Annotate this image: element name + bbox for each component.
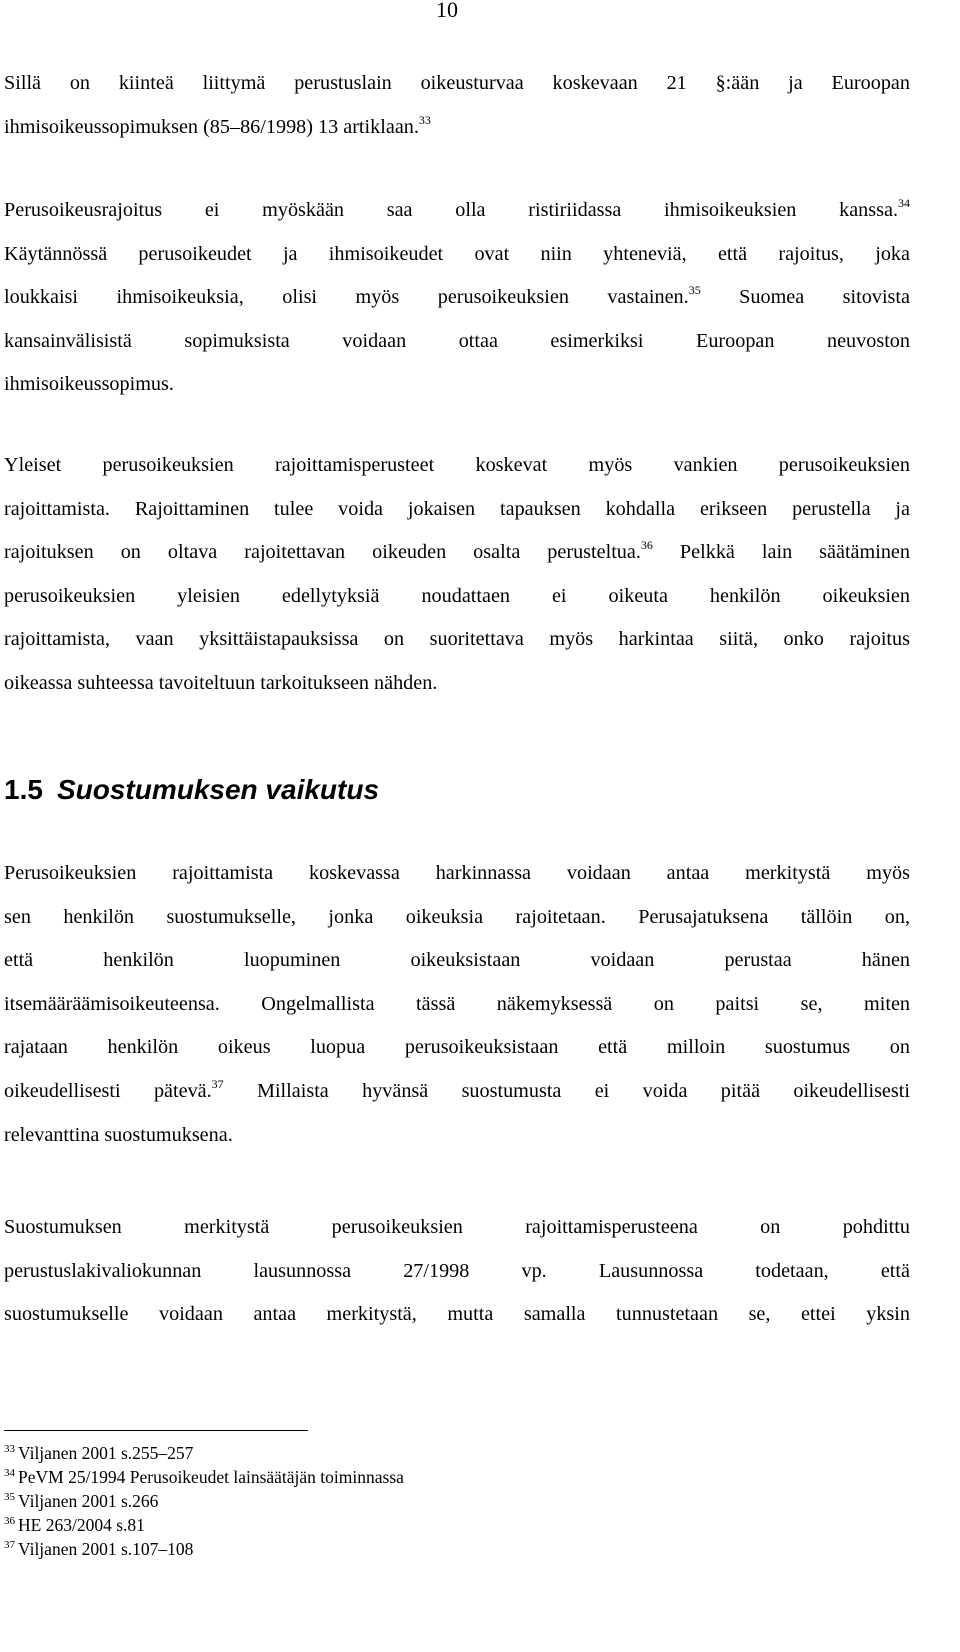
- section-number: 1.5: [4, 774, 43, 805]
- footnote-34: [4, 1465, 404, 1489]
- footnote-number: 37: [4, 1539, 15, 1551]
- text-run: Suomea sitovista: [700, 286, 910, 309]
- text-run: Millaista hyvänsä suostumusta ei voida pitää oikeudellisesti: [223, 1079, 910, 1102]
- footnote-ref-35[interactable]: 35: [688, 283, 701, 298]
- footnote-ref-34[interactable]: 34: [898, 196, 910, 210]
- footnote-number: 35: [4, 1491, 15, 1503]
- footnote-35: [4, 1489, 404, 1513]
- footnote-ref-37[interactable]: 37: [211, 1076, 224, 1091]
- text-line: [4, 1070, 910, 1114]
- text-line: rajoittamista, vaan yksittäistapauksissa on suoritettava myös harkintaa siitä, onko rajoitus: [4, 628, 910, 651]
- paragraph-1: [4, 62, 910, 149]
- text-line: Yleiset perusoikeuksien rajoittamisperusteet koskevat myös vankien perusoikeuksien: [4, 454, 910, 476]
- footnote-number: 34: [4, 1467, 15, 1479]
- text-run: loukkaisi ihmisoikeuksia, olisi myös perusoikeuksien vastainen.: [4, 286, 689, 309]
- text-line: sen henkilön suostumukselle, jonka oikeuksia rajoitetaan. Perusajatuksena tällöin on,: [4, 905, 910, 928]
- paragraph-2: [4, 189, 910, 407]
- footnote-33: [4, 1441, 404, 1465]
- text-line: itsemääräämisoikeuteensa. Ongelmallista tässä näkemyksessä on paitsi se, miten: [4, 992, 910, 1015]
- text-line: rajoittamista. Rajoittaminen tulee voida jokaisen tapauksen kohdalla erikseen perustella ja: [4, 497, 910, 520]
- text-run: ihmisoikeussopimuksen (85–86/1998) 13 artiklaan.: [4, 115, 419, 138]
- footnote-ref-36[interactable]: 36: [640, 538, 653, 553]
- text-line: kansainvälisistä sopimuksista voidaan ottaa esimerkiksi Euroopan neuvoston: [4, 329, 910, 352]
- footnote-37: [4, 1537, 404, 1561]
- text-run: oikeudellisesti pätevä.: [4, 1079, 212, 1102]
- text-line: ihmisoikeussopimus.: [4, 373, 174, 396]
- text-line: perusoikeuksien yleisien edellytyksiä noudattaen ei oikeuta henkilön oikeuksien: [4, 584, 910, 607]
- footnote-text: HE 263/2004 s.81: [18, 1515, 145, 1535]
- page-number: 10: [436, 0, 458, 22]
- text-line: suostumukselle voidaan antaa merkitystä, mutta samalla tunnustetaan se, ettei yksin: [4, 1303, 910, 1326]
- text-line: Suostumuksen merkitystä perusoikeuksien rajoittamisperusteena on pohdittu: [4, 1216, 910, 1238]
- text-line: [4, 276, 910, 320]
- footnote-text: Viljanen 2001 s.107–108: [18, 1539, 194, 1559]
- footnote-number: 36: [4, 1515, 15, 1527]
- paragraph-5: [4, 1206, 910, 1337]
- paragraph-4: [4, 852, 910, 1157]
- text-line: [4, 531, 910, 575]
- text-line: Käytännössä perusoikeudet ja ihmisoikeudet ovat niin yhteneviä, että rajoitus, joka: [4, 242, 910, 265]
- text-run: Perusoikeusrajoitus ei myöskään saa olla ristiriidassa ihmisoikeuksien kanssa.: [4, 199, 898, 221]
- text-line: Sillä on kiinteä liittymä perustuslain oikeusturvaa koskevaan 21 §:ään ja Euroopan: [4, 72, 910, 94]
- footnote-36: [4, 1513, 404, 1537]
- footnote-text: Viljanen 2001 s.255–257: [18, 1443, 194, 1463]
- text-line: rajataan henkilön oikeus luopua perusoikeuksistaan että milloin suostumus on: [4, 1036, 910, 1059]
- footnote-ref-33[interactable]: 33: [418, 112, 431, 127]
- text-line: [4, 189, 910, 233]
- paragraph-3: [4, 444, 910, 706]
- text-line: oikeassa suhteessa tavoiteltuun tarkoitukseen nähden.: [4, 671, 438, 694]
- text-line: perustuslakivaliokunnan lausunnossa 27/1998 vp. Lausunnossa todetaan, että: [4, 1259, 910, 1282]
- text-line: että henkilön luopuminen oikeuksistaan voidaan perustaa hänen: [4, 949, 910, 972]
- footnote-text: Viljanen 2001 s.266: [18, 1491, 159, 1511]
- text-line: relevanttina suostumuksena.: [4, 1123, 233, 1146]
- text-run: Pelkkä lain säätäminen: [652, 541, 910, 564]
- text-line: Perusoikeuksien rajoittamista koskevassa harkinnassa voidaan antaa merkitystä myös: [4, 862, 910, 884]
- footnote-list: [4, 1441, 404, 1561]
- footnote-text: PeVM 25/1994 Perusoikeudet lainsäätäjän toiminnassa: [18, 1467, 404, 1487]
- text-run: rajoituksen on oltava rajoitettavan oikeuden osalta perusteltua.: [4, 541, 641, 564]
- text-line: [4, 106, 910, 150]
- footnote-separator: [4, 1430, 308, 1431]
- footnote-number: 33: [4, 1443, 15, 1455]
- section-heading: [4, 770, 379, 810]
- section-title: Suostumuksen vaikutus: [56, 774, 380, 805]
